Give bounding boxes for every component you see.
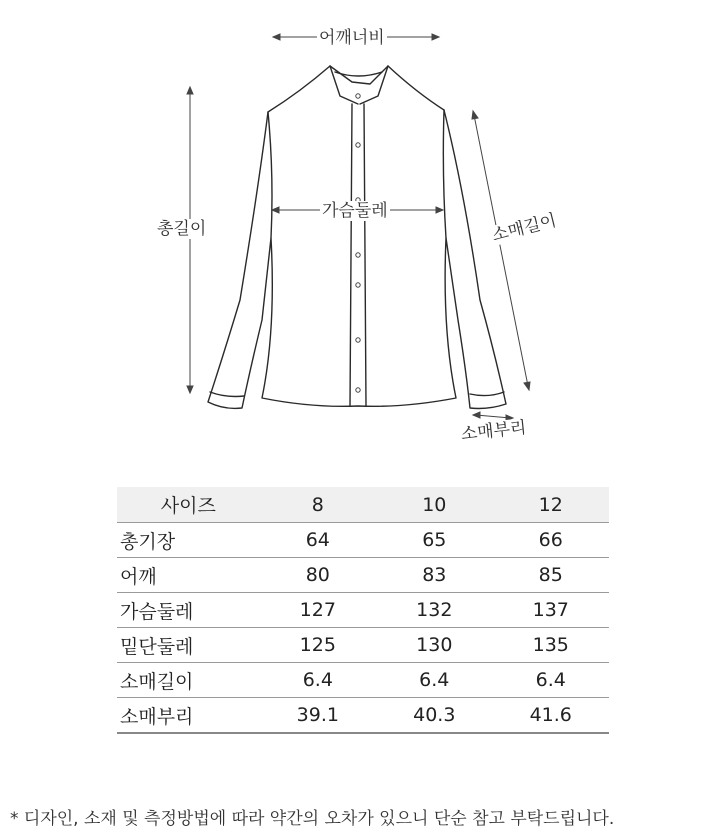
row-label: 소매길이 [117, 663, 260, 698]
size-table [117, 487, 609, 734]
size-header-label: 사이즈 [160, 495, 216, 517]
table-cell: 66 [493, 523, 609, 558]
size-header-cell: 8 [311, 493, 324, 516]
table-cell: 65 [376, 523, 492, 558]
table-cell: 64 [260, 523, 376, 558]
row-label: 밑단둘레 [117, 628, 260, 663]
table-cell: 85 [493, 558, 609, 593]
table-cell: 83 [376, 558, 492, 593]
size-header-cell: 10 [422, 493, 447, 516]
table-cell: 6.4 [260, 663, 376, 698]
row-label: 총기장 [117, 523, 260, 558]
row-label: 가슴둘레 [117, 593, 260, 628]
table-row [117, 698, 609, 734]
size-header-cell: 12 [538, 493, 563, 516]
table-cell: 135 [493, 628, 609, 663]
table-cell: 80 [260, 558, 376, 593]
table-cell: 40.3 [376, 698, 492, 734]
table-cell: 6.4 [376, 663, 492, 698]
table-row [117, 593, 609, 628]
table-cell: 137 [493, 593, 609, 628]
table-row [117, 628, 609, 663]
table-row [117, 523, 609, 558]
table-row [117, 663, 609, 698]
table-row [117, 558, 609, 593]
size-header-row [117, 487, 609, 523]
cuff-label: 소매부리 [459, 417, 528, 445]
shoulder-width-label: 어깨너비 [319, 28, 385, 48]
row-label: 소매부리 [117, 698, 260, 734]
table-cell: 127 [260, 593, 376, 628]
table-cell: 125 [260, 628, 376, 663]
table-cell: 41.6 [493, 698, 609, 734]
disclaimer-note: * 디자인, 소재 및 측정방법에 따라 약간의 오차가 있으니 단순 참고 부탁드립니다. [10, 809, 615, 829]
table-cell: 130 [376, 628, 492, 663]
sleeve-length-label: 소매길이 [489, 210, 559, 246]
table-cell: 6.4 [493, 663, 609, 698]
table-cell: 39.1 [260, 698, 376, 734]
chest-label: 가슴둘레 [322, 201, 388, 221]
total-length-label: 총길이 [157, 219, 207, 239]
table-cell: 132 [376, 593, 492, 628]
row-label: 어깨 [117, 558, 260, 593]
